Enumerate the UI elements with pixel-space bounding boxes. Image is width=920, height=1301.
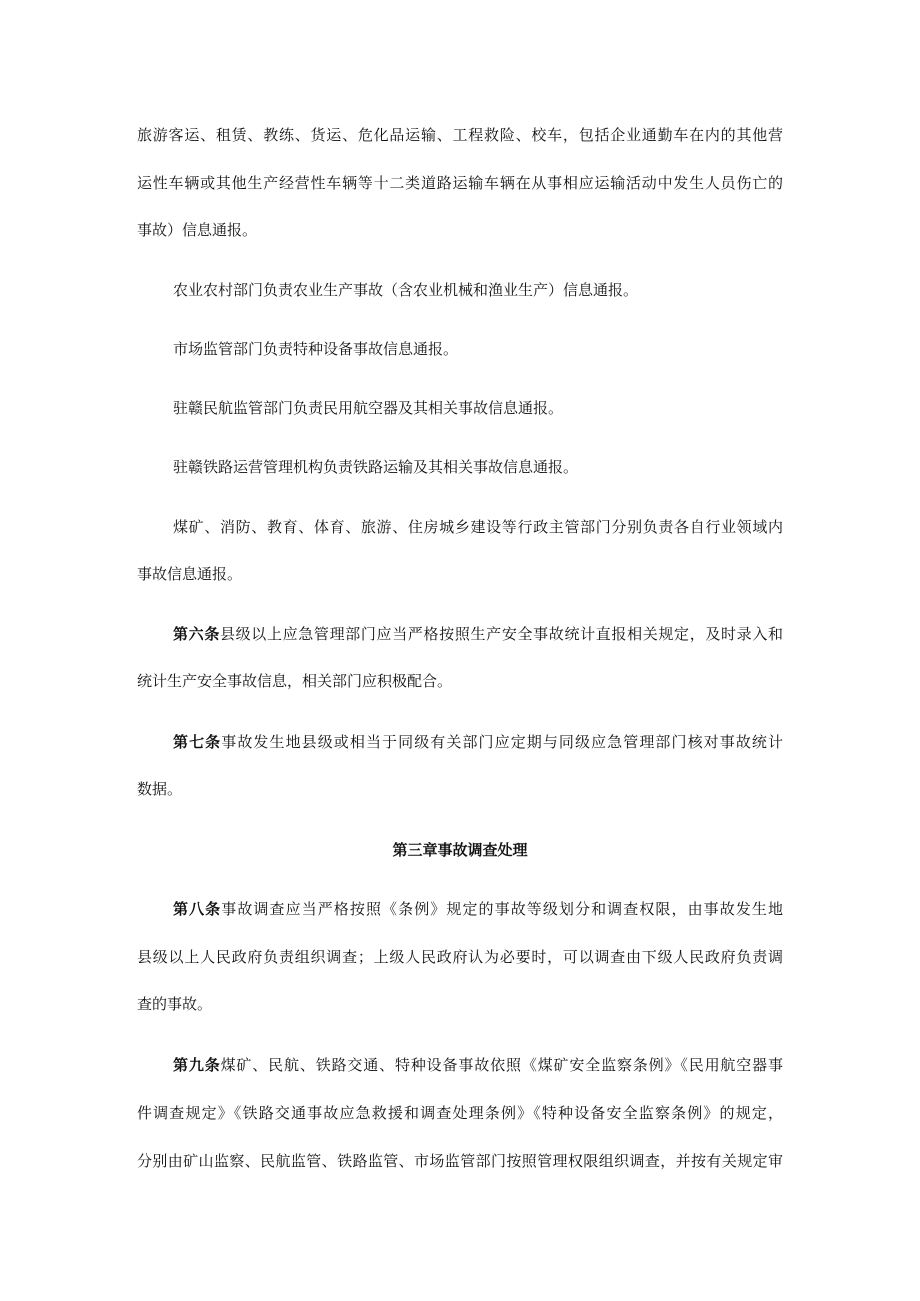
article-8-line-1 xyxy=(173,899,783,919)
article-9-line-2: 件调查规定》《铁路交通事故应急救援和调查处理条例》《特种设备安全监察条例》的规定， xyxy=(137,1104,783,1122)
paragraph-line: 煤矿、消防、教育、体育、旅游、住房城乡建设等行政主管部门分别负责各自行业领域内 xyxy=(173,518,783,536)
article-7-text: 事故发生地县级或相当于同级有关部门应定期与同级应急管理部门核对事故统计 xyxy=(221,733,783,751)
article-9-label: 第九条 xyxy=(173,1056,221,1074)
paragraph-line: 运性车辆或其他生产经营性车辆等十二类道路运输车辆在从事相应运输活动中发生人员伤亡的 xyxy=(137,174,783,192)
article-6-line-2: 统计生产安全事故信息，相关部门应积极配合。 xyxy=(137,672,453,690)
article-9-line-1 xyxy=(173,1055,783,1075)
paragraph-line: 市场监管部门负责特种设备事故信息通报。 xyxy=(173,340,459,358)
article-9-line-3: 分别由矿山监察、民航监管、铁路监管、市场监管部门按照管理权限组织调查，并按有关规定审 xyxy=(137,1152,783,1170)
chapter-heading: 第三章事故调查处理 xyxy=(392,841,528,859)
article-8-label: 第八条 xyxy=(173,900,222,918)
paragraph-line: 事故）信息通报。 xyxy=(137,221,258,239)
article-6-label: 第六条 xyxy=(173,625,220,643)
article-7-label: 第七条 xyxy=(173,733,222,751)
article-6-line-1 xyxy=(173,624,783,644)
article-9-text: 煤矿、民航、铁路交通、特种设备事故依照《煤矿安全监察条例》《民用航空器事 xyxy=(220,1056,783,1074)
article-6-text: 县级以上应急管理部门应当严格按照生产安全事故统计直报相关规定，及时录入和 xyxy=(219,625,783,643)
paragraph-line: 驻赣民航监管部门负责民用航空器及其相关事故信息通报。 xyxy=(173,399,564,417)
article-7-line-2: 数据。 xyxy=(137,780,183,798)
article-8-line-2: 县级以上人民政府负责组织调查；上级人民政府认为必要时，可以调查由下级人民政府负责调 xyxy=(137,948,783,966)
article-8-line-3: 查的事故。 xyxy=(137,995,213,1013)
paragraph-line: 事故信息通报。 xyxy=(137,565,243,583)
article-8-text: 事故调查应当严格按照《条例》规定的事故等级划分和调查权限，由事故发生地 xyxy=(221,900,783,918)
paragraph-line: 农业农村部门负责农业生产事故（含农业机械和渔业生产）信息通报。 xyxy=(173,281,639,299)
paragraph-line: 驻赣铁路运营管理机构负责铁路运输及其相关事故信息通报。 xyxy=(173,458,579,476)
article-7-line-1 xyxy=(173,732,783,752)
paragraph-line: 旅游客运、租赁、教练、货运、危化品运输、工程救险、校车，包括企业通勤车在内的其他营 xyxy=(137,126,783,144)
